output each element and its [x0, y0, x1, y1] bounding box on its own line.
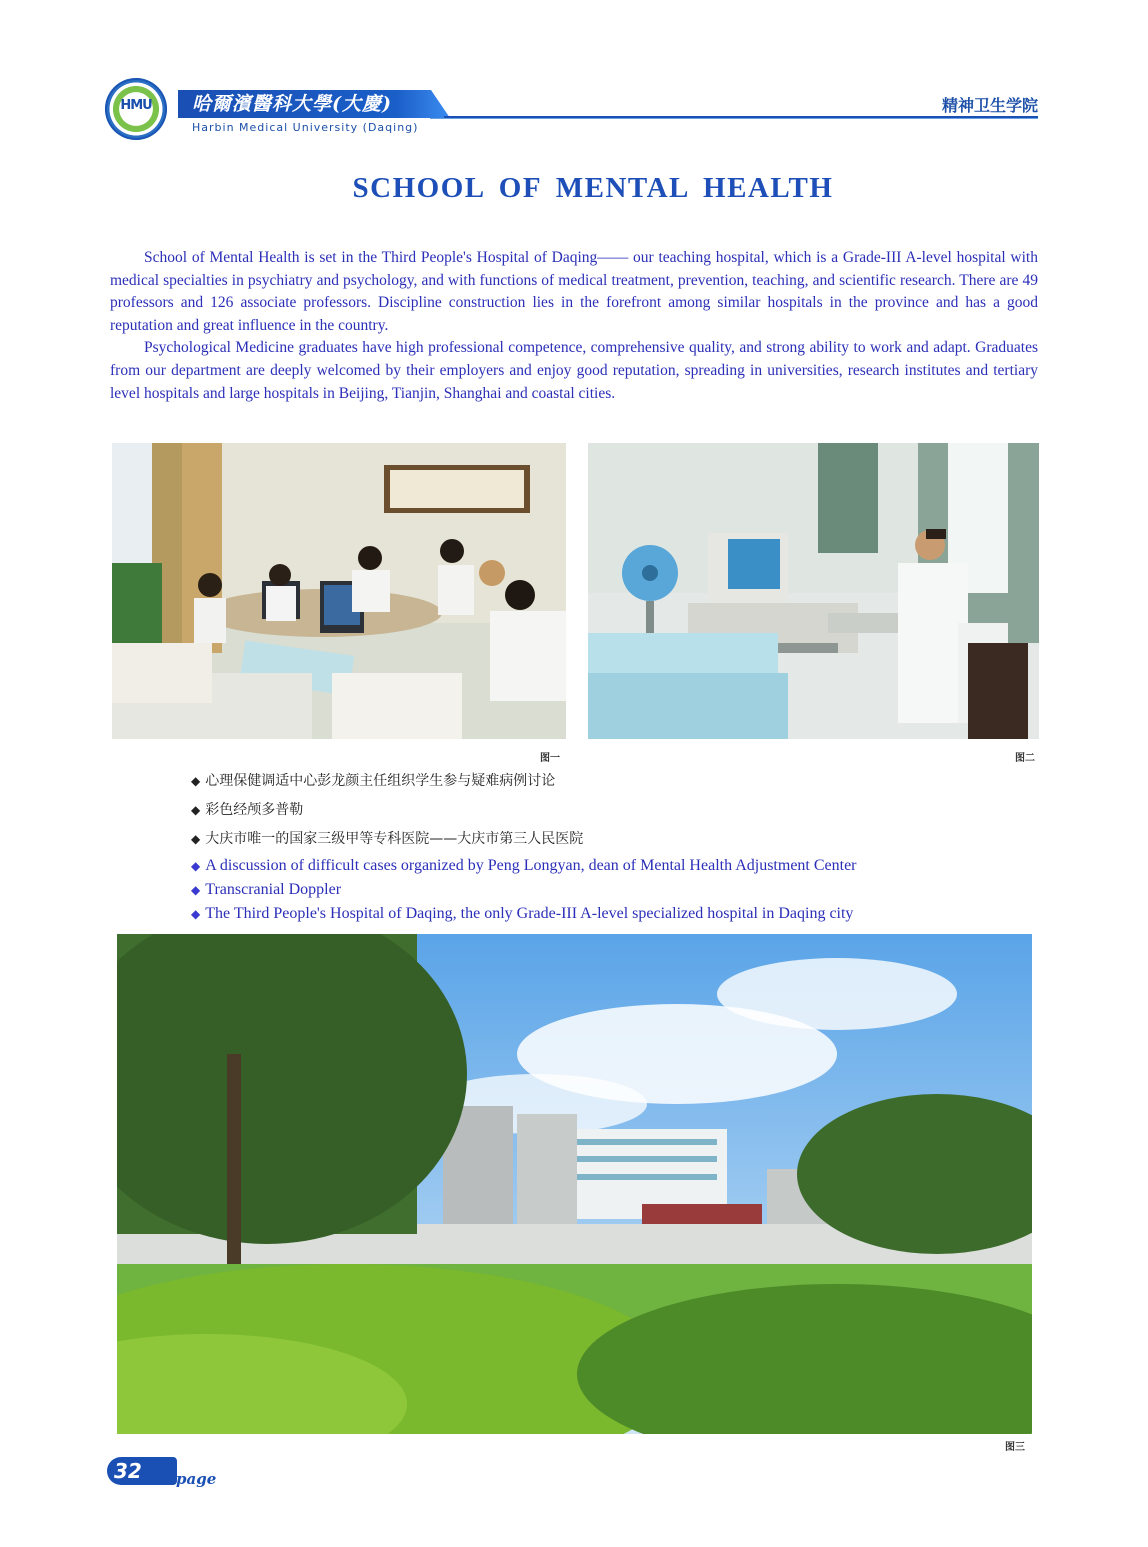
photo-case-discussion: [112, 443, 566, 739]
figure-2-label: 图二: [1015, 753, 1035, 764]
university-name-cn: 哈爾濱醫科大學(大慶): [192, 93, 392, 115]
caption-en-1: ◆ A discussion of difficult cases organized by Peng Longyan, dean of Mental Health Adjustment Center: [191, 857, 857, 874]
photo-transcranial-doppler: [588, 443, 1039, 739]
caption-cn-3: ◆ 大庆市唯一的国家三级甲等专科医院——大庆市第三人民医院: [191, 831, 584, 847]
figure-3-label: 图三: [1005, 1442, 1025, 1453]
page-word: page: [176, 1470, 217, 1488]
header-rule-thin: [430, 118, 1038, 119]
bullet-icon: ◆: [191, 774, 201, 788]
caption-en-2: ◆ Transcranial Doppler: [191, 881, 342, 898]
bullet-icon: ◆: [191, 859, 201, 873]
figure-1-label: 图一: [540, 753, 560, 764]
page-number: 32: [114, 1459, 142, 1483]
paragraph-1: School of Mental Health is set in the Third People's Hospital of Daqing—— our teaching hospital, which is a Grade-III A-level hospital with medical specialties in psychiatry and psychology, and with functions of medical treatment, prevention, teaching, and scientific research. There are 49 professors and 126 associate professors. Discipline construction lies in the forefront among similar hospitals in the province and has a good reputation and great influence in the country.: [110, 249, 1038, 334]
caption-en-3: ◆ The Third People's Hospital of Daqing, the only Grade-III A-level specialized hospital in Daqing city: [191, 905, 854, 922]
caption-cn-2: ◆ 彩色经颅多普勒: [191, 802, 304, 818]
department-name: 精神卫生学院: [941, 96, 1038, 115]
body-text: [110, 247, 1038, 405]
logo-text: HMU: [120, 98, 152, 113]
bullet-icon: ◆: [191, 832, 201, 846]
university-name-en: Harbin Medical University (Daqing): [192, 121, 419, 134]
bullet-icon: ◆: [191, 883, 201, 897]
bullet-icon: ◆: [191, 803, 201, 817]
bullet-icon: ◆: [191, 907, 201, 921]
caption-cn-1: ◆ 心理保健调适中心彭龙颜主任组织学生参与疑难病例讨论: [191, 773, 556, 789]
paragraph-2: Psychological Medicine graduates have high professional competence, comprehensive quality, and strong ability to work and adapt. Graduates from our department are deeply welcomed by their employers and enjoy good reputation, spreading in universities, research institutes and tertiary level hospitals and large hospitals in Beijing, Tianjin, Shanghai and coastal cities.: [110, 339, 1038, 402]
page-title: SCHOOL OF MENTAL HEALTH: [352, 172, 834, 204]
photo-hospital-exterior: [117, 934, 1032, 1434]
